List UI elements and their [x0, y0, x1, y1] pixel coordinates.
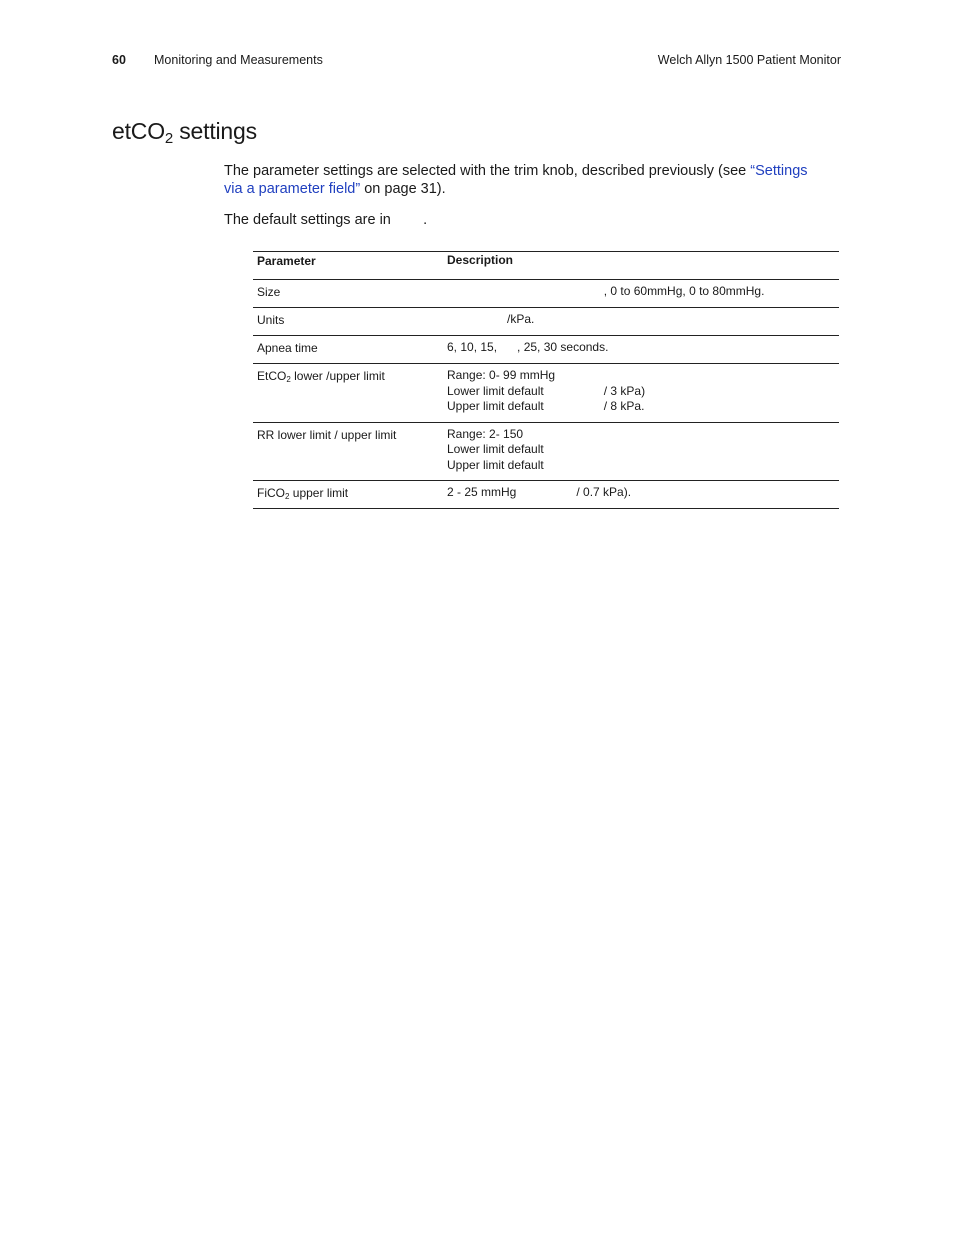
description-cell — [447, 485, 839, 501]
parameter-cell — [253, 427, 447, 474]
document-title: Welch Allyn 1500 Patient Monitor — [657, 53, 841, 67]
parameter-cell — [253, 368, 447, 415]
table-row — [253, 308, 839, 336]
header-description: Description — [447, 253, 514, 267]
chapter-title: Monitoring and Measurements — [154, 53, 323, 67]
parameter-name: Size — [257, 285, 281, 299]
parameter-name: EtCO — [257, 369, 287, 383]
description-cell — [447, 427, 839, 474]
intro-paragraph — [224, 162, 824, 198]
description-line: Range: 2- 150 — [447, 426, 524, 441]
description-line: Upper limit default / 8 kPa. — [447, 399, 645, 413]
description-cell — [447, 284, 839, 300]
parameter-subscript: 2 — [286, 375, 291, 384]
table-row — [253, 280, 839, 308]
description-cell — [447, 368, 839, 415]
table-row — [253, 481, 839, 509]
table-row — [253, 423, 839, 482]
parameter-cell — [253, 340, 447, 356]
section-heading-subscript: 2 — [164, 130, 174, 147]
description-line: Lower limit default — [447, 442, 544, 456]
table-row — [253, 336, 839, 364]
description-line: 2 - 25 mmHg / 0.7 kPa). — [447, 485, 632, 499]
description-line: Range: 0- 99 mmHg — [447, 368, 556, 382]
page-number: 60 — [112, 53, 126, 67]
parameter-cell — [253, 485, 447, 501]
parameter-name-rest: lower /upper limit — [290, 369, 385, 383]
parameter-cell — [253, 284, 447, 300]
section-heading-rest: settings — [173, 118, 257, 144]
parameter-subscript: 2 — [285, 492, 290, 501]
parameter-name-rest: upper limit — [289, 486, 349, 500]
table-body — [253, 280, 839, 509]
parameter-name: FiCO — [257, 486, 285, 500]
description-line: Lower limit default / 3 kPa) — [447, 383, 646, 398]
table-header-row — [253, 252, 839, 280]
parameter-cell — [253, 312, 447, 328]
parameter-name: Apnea time — [257, 341, 318, 355]
section-heading — [112, 118, 257, 145]
description-line: , 0 to 60mmHg, 0 to 80mmHg. — [447, 284, 765, 298]
intro-text-start: The parameter settings are selected with the trim knob, described previously (see — [224, 163, 751, 179]
parameter-name: RR lower limit / upper limit — [257, 427, 397, 442]
parameter-name: Units — [257, 313, 285, 327]
description-line: 6, 10, 15, , 25, 30 seconds. — [447, 340, 609, 354]
intro-text-end: on page 31). — [360, 181, 446, 197]
description-line: Upper limit default — [447, 457, 544, 472]
description-cell — [447, 312, 839, 328]
table-row — [253, 364, 839, 423]
header-parameter: Parameter — [257, 254, 316, 268]
settings-table — [253, 251, 839, 509]
description-cell — [447, 340, 839, 356]
page-header — [112, 53, 841, 71]
defaults-note: The default settings are in . — [224, 212, 428, 228]
settings-parameter-field-link[interactable]: “Settings via a parameter field” — [224, 163, 808, 197]
section-heading-main: etCO — [112, 118, 165, 144]
description-line: /kPa. — [447, 312, 535, 326]
